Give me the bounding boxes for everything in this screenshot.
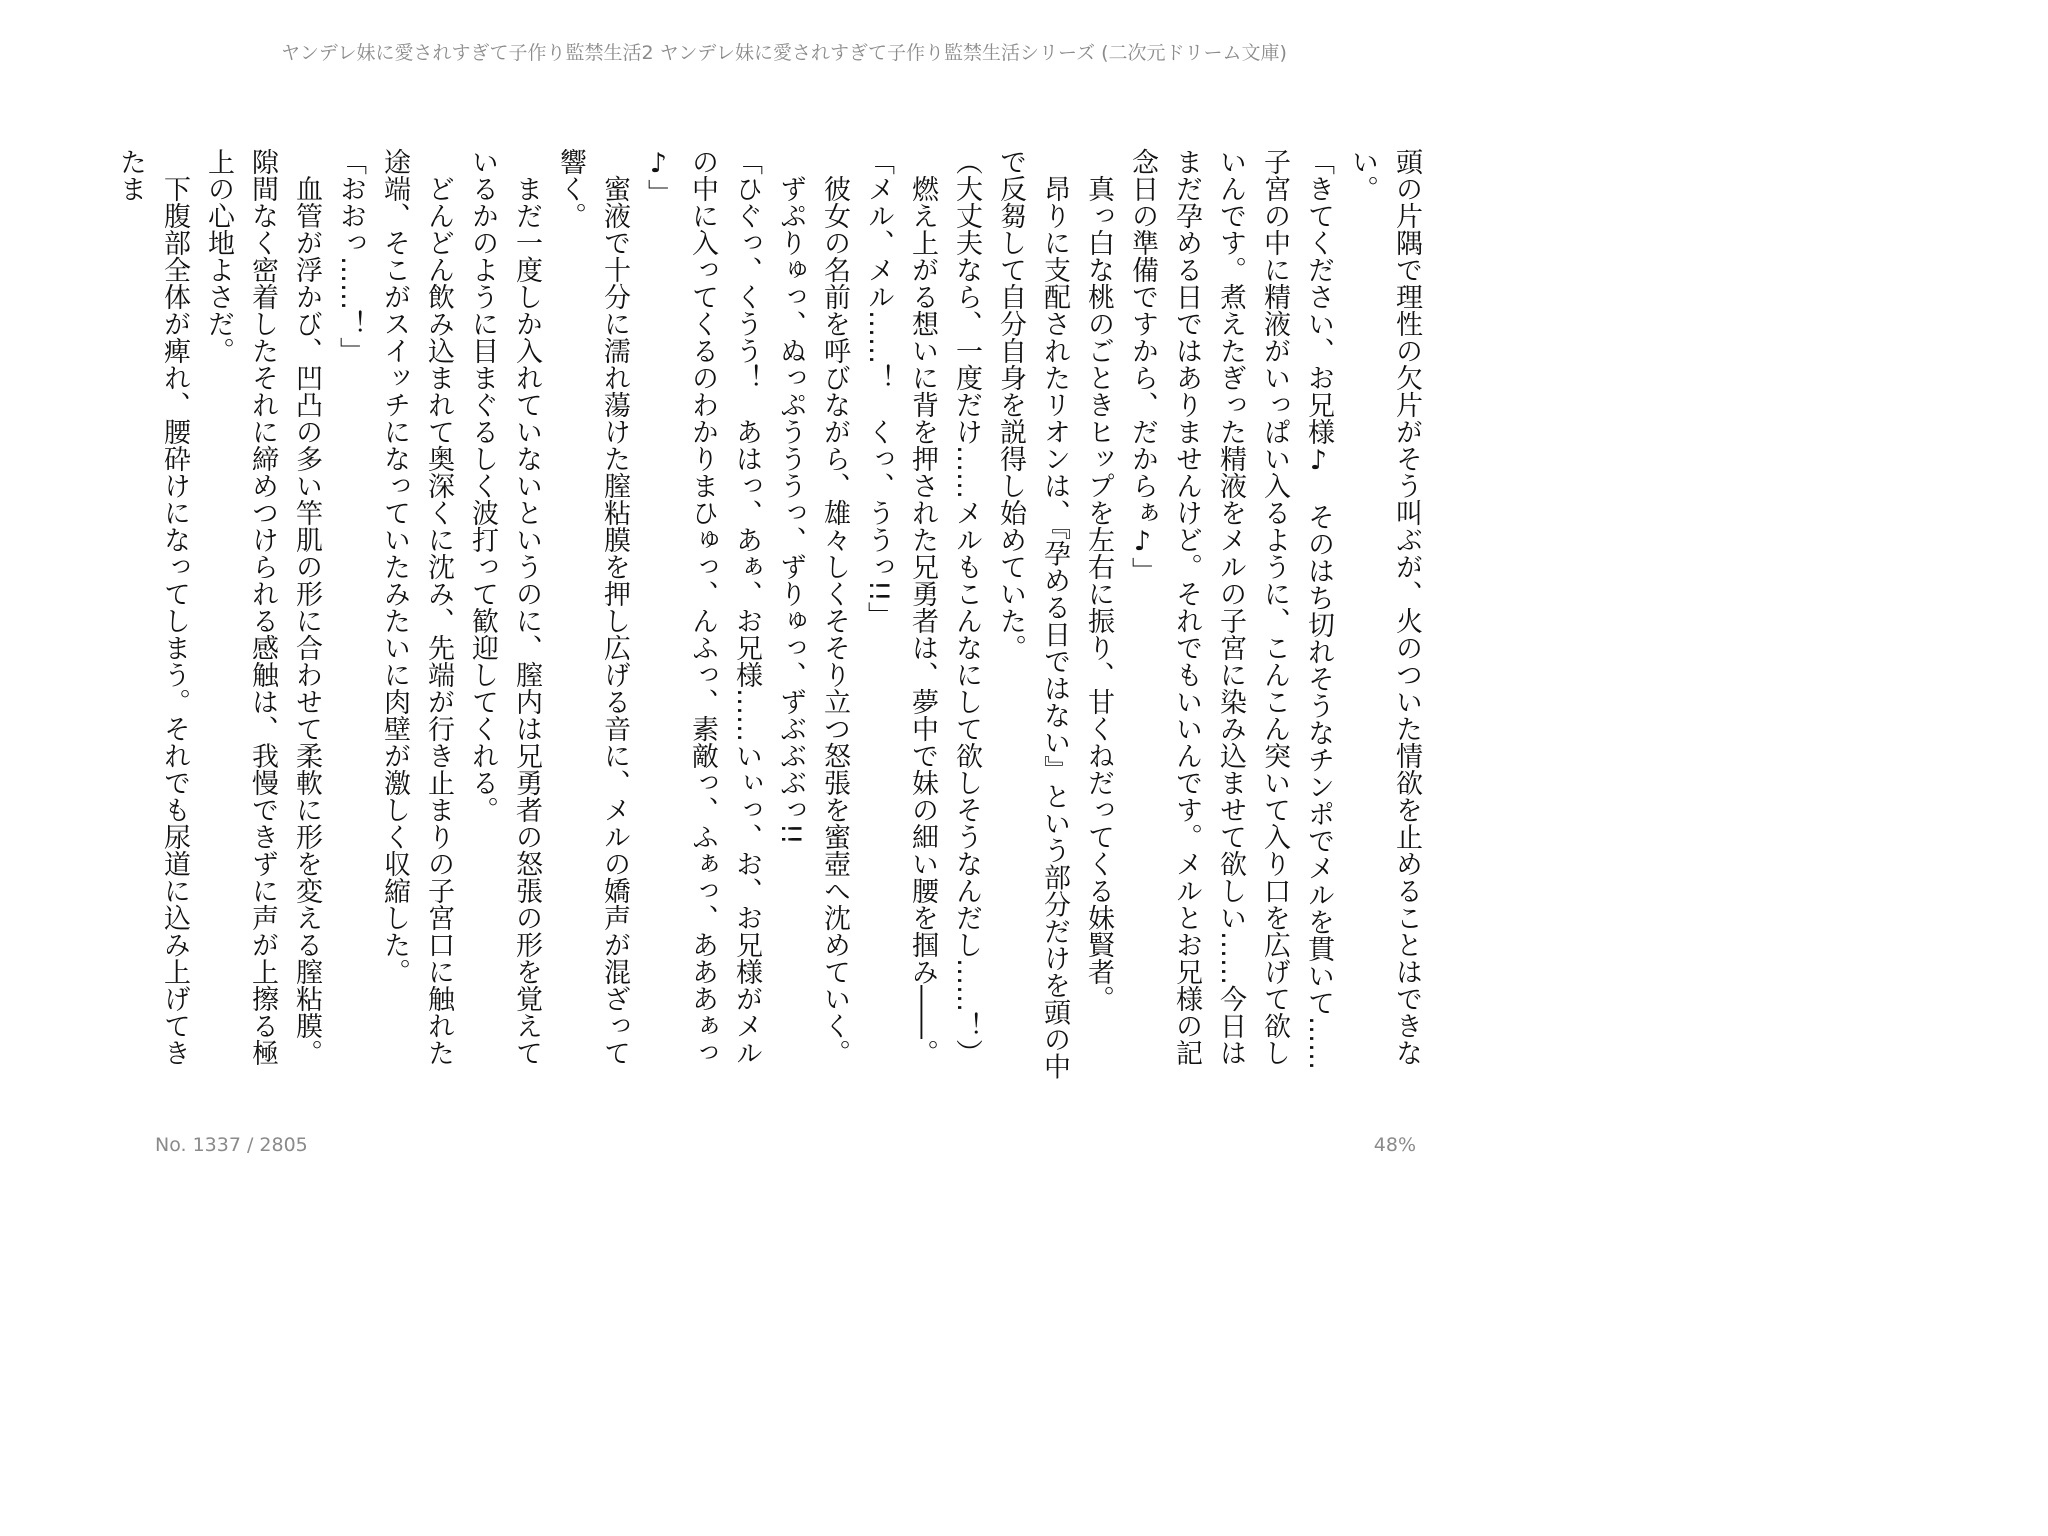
page-text	[115, 148, 1428, 1088]
paragraph: 彼女の名前を呼びながら、雄々しくそそり立つ怒張を蜜壺へ沈めていく。	[819, 148, 850, 1066]
paragraph: （大丈夫なら、一度だけ……メルもこんなにして欲しそうなんだし……！）	[951, 148, 982, 1066]
paragraph: 下腹部全体が痺れ、腰砕けになってしまう。それでも尿道に込み上げてきたま	[115, 148, 190, 1066]
book-title: ヤンデレ妹に愛されすぎて子作り監禁生活2 ヤンデレ妹に愛されすぎて子作り監禁生活シリーズ (二次元ドリーム文庫)	[281, 42, 1287, 64]
paragraph: 昂りに支配されたリオンは、『孕める日ではない』という部分だけを頭の中で反芻して自分自身を説得し始めていた。	[995, 148, 1070, 1080]
location-indicator: No. 1337 / 2805	[155, 1134, 308, 1156]
paragraph: 血管が浮かび、凹凸の多い竿肌の形に合わせて柔軟に形を変える膣粘膜。隙間なく密着したそれに締めつけられる感触は、我慢できずに声が上擦る極上の心地よさだ。	[203, 148, 322, 1066]
paragraph: 真っ白な桃のごときヒップを左右に振り、甘くねだってくる妹賢者。	[1083, 148, 1114, 1012]
paragraph: 「きてください、お兄様♪ そのはち切れそうなチンポでメルを貫いて……子宮の中に精液がいっぱい入るように、こんこん突いて入り口を広げて欲しいんです。煮えたぎった精液をメルの子宮に染み込ませて欲しい……今日はまだ孕める日ではありませんけど。それでもいいんです。メルとお兄様の記念日の準備ですから、だからぁ♪」	[1127, 148, 1334, 1070]
paragraph: 蜜液で十分に濡れ蕩けた膣粘膜を押し広げる音に、メルの嬌声が混ざって響く。	[555, 148, 630, 1066]
paragraph: 「ひぐっ、くうう！ あはっ、あぁ、お兄様……いぃっ、お、お兄様がメルの中に入ってくるのわかりまひゅっ、んふっ、素敵っ、ふぁっ、あああぁっ♪」	[643, 148, 762, 1066]
paragraph: どんどん飲み込まれて奥深くに沈み、先端が行き止まりの子宮口に触れた途端、そこがスイッチになっていたみたいに肉壁が激しく収縮した。	[379, 148, 454, 1066]
progress-percent: 48%	[1373, 1134, 1416, 1156]
paragraph: 頭の片隅で理性の欠片がそう叫ぶが、火のついた情欲を止めることはできない。	[1347, 148, 1422, 1066]
paragraph: ずぷりゅっ、ぬっぷうううっ、ずりゅっ、ずぶぶぶっ!!	[775, 148, 806, 845]
paragraph: 燃え上がる想いに背を押された兄勇者は、夢中で妹の細い腰を掴み――。	[907, 148, 938, 1066]
paragraph: まだ一度しか入れていないというのに、膣内は兄勇者の怒張の形を覚えているかのように目まぐるしく波打って歓迎してくれる。	[467, 148, 542, 1066]
paragraph: 「おおっ……！」	[335, 148, 366, 364]
paragraph: 「メル、メル……！ くっ、ううっ!!」	[863, 148, 894, 629]
